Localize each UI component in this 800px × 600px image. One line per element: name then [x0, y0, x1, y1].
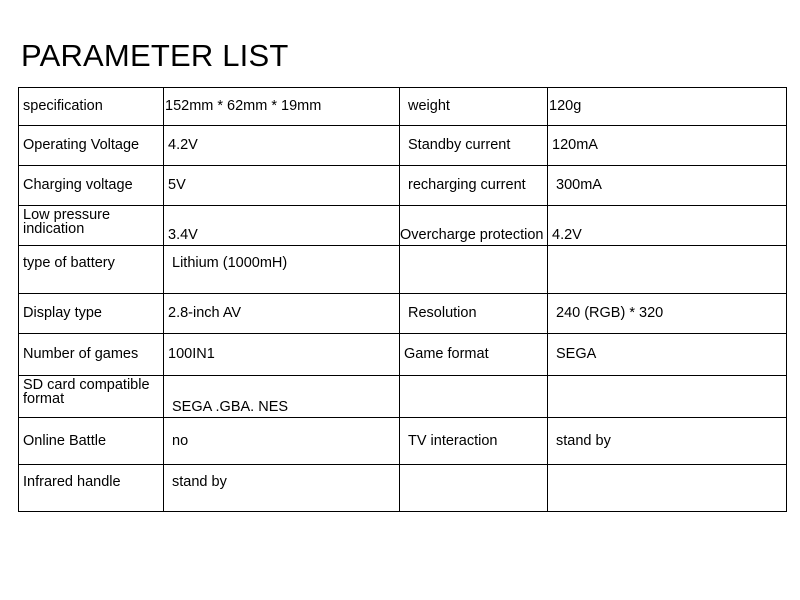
table-row: [19, 246, 787, 294]
table-row: [19, 88, 787, 126]
param-label: Operating Voltage: [19, 126, 164, 166]
param-value: 120mA: [548, 126, 787, 166]
param-value: 240 (RGB) * 320: [548, 294, 787, 334]
param-value: no: [164, 418, 400, 465]
param-value: 4.2V: [164, 126, 400, 166]
param-label: weight: [400, 88, 548, 126]
param-label: [400, 465, 548, 512]
table-row: [19, 376, 787, 418]
param-value: 5V: [164, 166, 400, 206]
param-value: 4.2V: [548, 206, 787, 246]
param-value: [548, 246, 787, 294]
param-value: [548, 376, 787, 418]
param-label: SD card compatible format: [19, 376, 164, 418]
param-label: Charging voltage: [19, 166, 164, 206]
param-value: 100IN1: [164, 334, 400, 376]
page-title: PARAMETER LIST: [21, 38, 289, 73]
param-label: Overcharge protection: [400, 206, 548, 246]
param-value: stand by: [164, 465, 400, 512]
param-label: Infrared handle: [19, 465, 164, 512]
table-row: [19, 294, 787, 334]
table-row: [19, 465, 787, 512]
table-row: [19, 206, 787, 246]
parameter-table: [18, 87, 787, 512]
param-label: type of battery: [19, 246, 164, 294]
param-label: Standby current: [400, 126, 548, 166]
param-value: 120g: [548, 88, 787, 126]
param-label: Number of games: [19, 334, 164, 376]
param-value: 152mm * 62mm * 19mm: [164, 88, 400, 126]
param-label: Low pressure indication: [19, 206, 164, 246]
param-label: Online Battle: [19, 418, 164, 465]
param-value: 3.4V: [164, 206, 400, 246]
param-label: TV interaction: [400, 418, 548, 465]
table-row: [19, 166, 787, 206]
param-value: stand by: [548, 418, 787, 465]
param-label: Game format: [400, 334, 548, 376]
param-label: recharging current: [400, 166, 548, 206]
table-row: [19, 334, 787, 376]
param-value: SEGA .GBA. NES: [164, 376, 400, 418]
param-value: 2.8-inch AV: [164, 294, 400, 334]
param-label: specification: [19, 88, 164, 126]
param-value: 300mA: [548, 166, 787, 206]
param-label: [400, 376, 548, 418]
table-row: [19, 126, 787, 166]
param-value: SEGA: [548, 334, 787, 376]
param-label: [400, 246, 548, 294]
param-value: [548, 465, 787, 512]
table-row: [19, 418, 787, 465]
param-label: Resolution: [400, 294, 548, 334]
param-label: Display type: [19, 294, 164, 334]
param-value: Lithium (1000mH): [164, 246, 400, 294]
